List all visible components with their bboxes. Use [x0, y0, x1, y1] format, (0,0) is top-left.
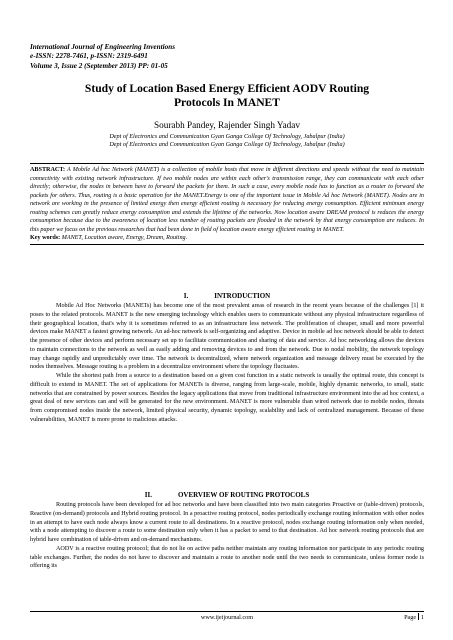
paper-title-line2: Protocols In MANET [173, 96, 281, 109]
journal-issn: e-ISSN: 2278-7461, p-ISSN: 2319-6491 [30, 52, 148, 61]
paragraph: Routing protocols have been developed for ad hoc networks and have been classified into two main categories Proactive or (table-driven) protocols, Reactive (on-demand) protocols and Hybrid routing protocol. In a proactive routing protocol, nodes periodically exchange routing information with other nodes in an attempt to have each node always know a current route to all destinations. In a reactive protocol, nodes exchange routing information only when needed, with a node attempting to discover a route to some destination only when it has a packet to send to that destination. Ad hoc network routing protocols that are hybrid have combination of table-driven and on-demand mechanisms. [30, 502, 424, 543]
journal-header [30, 43, 175, 71]
page-separator [418, 613, 419, 620]
section-number: I. [183, 292, 189, 300]
abstract-label: ABSTRACT: [30, 167, 66, 173]
paper-authors: Sourabh Pandey, Rajender Singh Yadav [154, 120, 300, 130]
journal-volume: Volume 3, Issue 2 (September 2013) PP: 01-05 [30, 61, 168, 70]
affiliation-2: Dept of Electronics and Communication Gyan Ganga College Of Technology, Jabalpur (India) [109, 141, 345, 149]
page-label: Page [404, 614, 417, 621]
section-title: OVERVIEW OF ROUTING PROTOCOLS [177, 491, 310, 499]
paper-title-line1: Study of Location Based Energy Efficient AODV Routing [84, 82, 370, 95]
paper-title [30, 82, 424, 110]
paragraph: While the shortest path from a source to a destination based on a given cost function in a static network is usually the optimal route, this concept is difficult to extend in MANET. The set of applications for MANETs is diverse, ranging from large-scale, mobile, highly dynamic networks, to small, static networks that are constrained by power sources. Besides the legacy applications that move from traditional infrastructure environment into the ad hoc context, a great deal of new services can and will be generated for the new environment. MANET is more vulnerable than wired network due to mobile nodes, threats from compromised nodes inside the network, limited physical security, dynamic topology, scalability and lack of centralized management. Because of these vulnerabilities, MANET is more prone to malicious attacks. [30, 373, 424, 423]
section-title: INTRODUCTION [214, 292, 271, 300]
page-footer [30, 611, 424, 621]
section-heading-routing-protocols [30, 491, 424, 500]
keywords [30, 234, 424, 243]
abstract-box [30, 163, 424, 245]
section-number: II. [144, 491, 152, 499]
section-heading-introduction [30, 292, 424, 301]
keywords-label: Key words: [30, 235, 61, 241]
paragraph: AODV is a reactive routing protocol; that do not lie on active paths neither maintain any routing information nor participate in any periodic routing table exchanges. Further, the nodes do not have to discover and maintain a route to another node until the two needs to communicate, unless former node is offering its [30, 545, 424, 570]
affiliations [30, 133, 424, 149]
abstract-text: A Mobile Ad hoc Network (MANET) is a collection of mobile hosts that move in different directions and speeds without the need to maintain connectivity with existing network infrastructure. If two mobile nodes are within each other's transmission range, they can communicate with each other directly; otherwise, the nodes in between have to forward the packets for them. In such a case, every mobile node has to function as a router to forward the packets for others. Thus, routing is a basic operation for the MANET.Energy is one of the important issue in Mobile Ad hoc Network (MANET). Nodes are in network are working in the presence of limited energy then energy efficient routing is necessary for reducing energy consumption. Efficient minimum energy routing schemes can greatly reduce energy consumption and extends the lifetime of the networks. Now location aware DREAM protocol is reduces the energy consumption because due to the awareness of location less number of routing packets are flooded in the network by that energy consumption are reduces. In this paper we focus on the previous researches that had been done in field of location aware energy efficient routing in MANET. [30, 167, 424, 233]
page-number-value: 1 [420, 614, 424, 621]
page-number [404, 613, 424, 622]
footer-url[interactable]: www.ijeijournal.com [200, 614, 254, 621]
keywords-text: MANET, Location aware, Energy, Dream, Routing. [60, 235, 188, 241]
affiliation-1: Dept of Electronics and Communication Gyan Ganga College Of Technology, Jabalpur (India) [109, 133, 345, 140]
abstract [30, 166, 424, 234]
journal-name: International Journal of Engineering Inventions [30, 43, 175, 51]
section-body-introduction [30, 302, 424, 425]
section-body-routing-protocols [30, 501, 424, 571]
paragraph: Mobile Ad Hoc Networks (MANETs) has become one of the most prevalent areas of research in the recent years because of the challenges [1] it poses to the related protocols. MANET is the new emerging technology which enables users to communicate without any physical infrastructure regardless of their geographical location, that's why it is sometimes referred to as an infrastructure less network. The proliferation of cheaper, small and more powerful devices make MANET a fastest growing network. An ad-hoc network is self-organizing and adaptive. Device in mobile ad hoc network should be able to detect the presence of other devices and perform necessary set up to facilitate communication and sharing of data and service. Ad hoc networking allows the devices to maintain connections to the network as well as easily adding and removing devices to and from the network. Due to nodal mobility, the network topology may change rapidly and unpredictably over time. The network is decentralized, where network organization and message delivery must be executed by the nodes themselves. Message routing is a problem in a decentralize environment where the topology fluctuates. [30, 303, 424, 371]
